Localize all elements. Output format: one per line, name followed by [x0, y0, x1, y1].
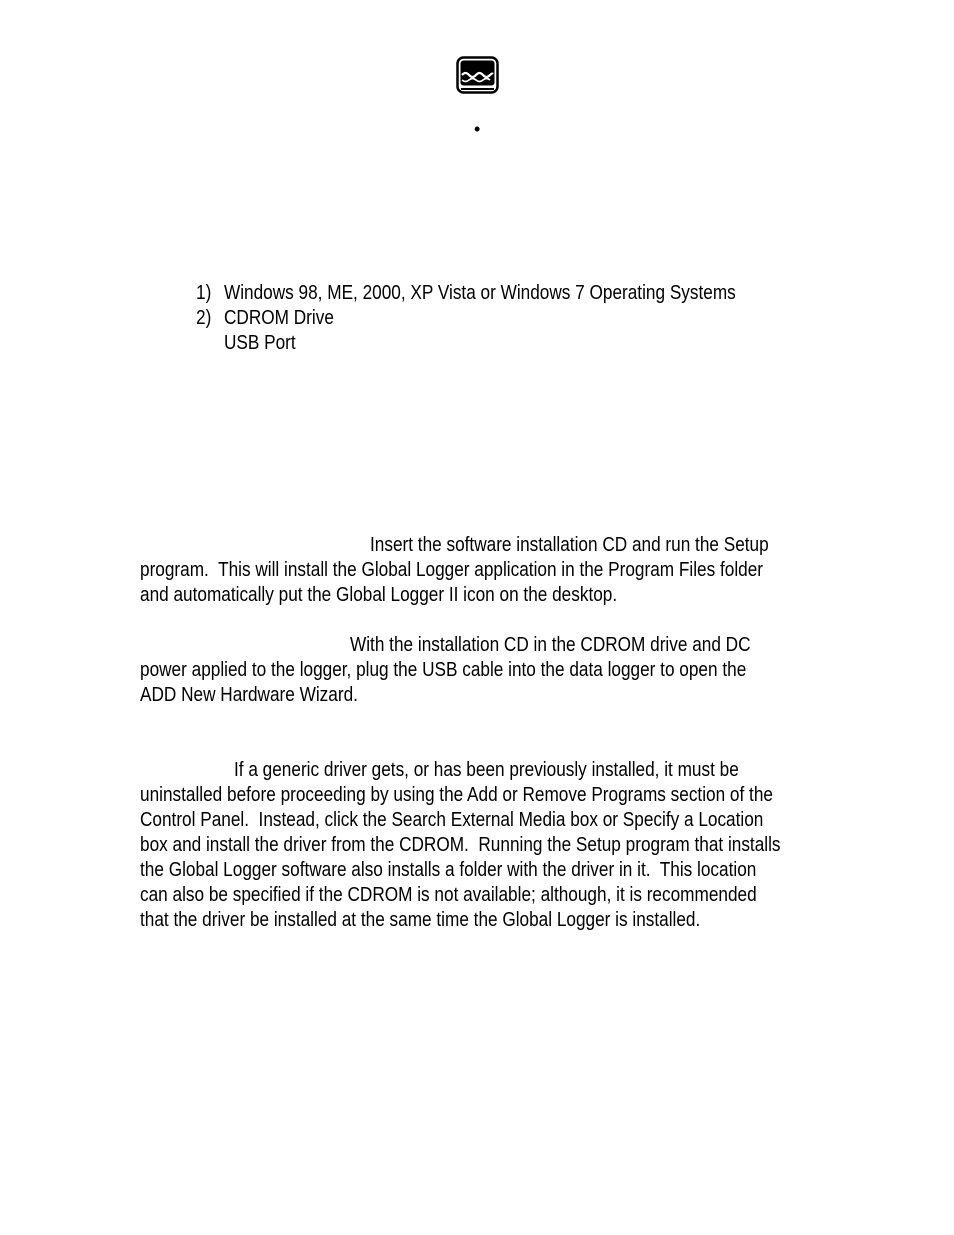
paragraph-line: If a generic driver gets, or has been previously installed, it must be: [234, 759, 739, 781]
wave-logo-icon: [456, 56, 499, 94]
paragraph-line: that the driver be installed at the same time the Global Logger is installed.: [140, 909, 701, 931]
requirement-number: 2): [196, 307, 212, 329]
paragraph-line: ADD New Hardware Wizard.: [140, 684, 358, 706]
paragraph-line: program. This will install the Global Logger application in the Program Files folder: [140, 559, 764, 581]
paragraph-line: can also be specified if the CDROM is not available; although, it is recommended: [140, 884, 757, 906]
paragraph-line: Control Panel. Instead, click the Search External Media box or Specify a Location: [140, 809, 764, 831]
requirement-text: CDROM Drive: [224, 307, 334, 329]
paragraph-line: the Global Logger software also installs a folder with the driver in it. This location: [140, 859, 757, 881]
requirement-text: Windows 98, ME, 2000, XP Vista or Windows 7 Operating Systems: [224, 282, 736, 304]
paragraph-line: power applied to the logger, plug the USB cable into the data logger to open the: [140, 659, 747, 681]
paragraph-line: uninstalled before proceeding by using the Add or Remove Programs section of the: [140, 784, 773, 806]
paragraph-line: box and install the driver from the CDROM. Running the Setup program that installs: [140, 834, 781, 856]
bullet-dot: •: [474, 119, 481, 139]
paragraph-line: With the installation CD in the CDROM drive and DC: [350, 634, 751, 656]
paragraph-line: and automatically put the Global Logger II icon on the desktop.: [140, 584, 618, 606]
paragraph-line: Insert the software installation CD and run the Setup: [370, 534, 769, 556]
requirement-number: 1): [196, 282, 212, 304]
requirement-text: USB Port: [224, 332, 296, 354]
